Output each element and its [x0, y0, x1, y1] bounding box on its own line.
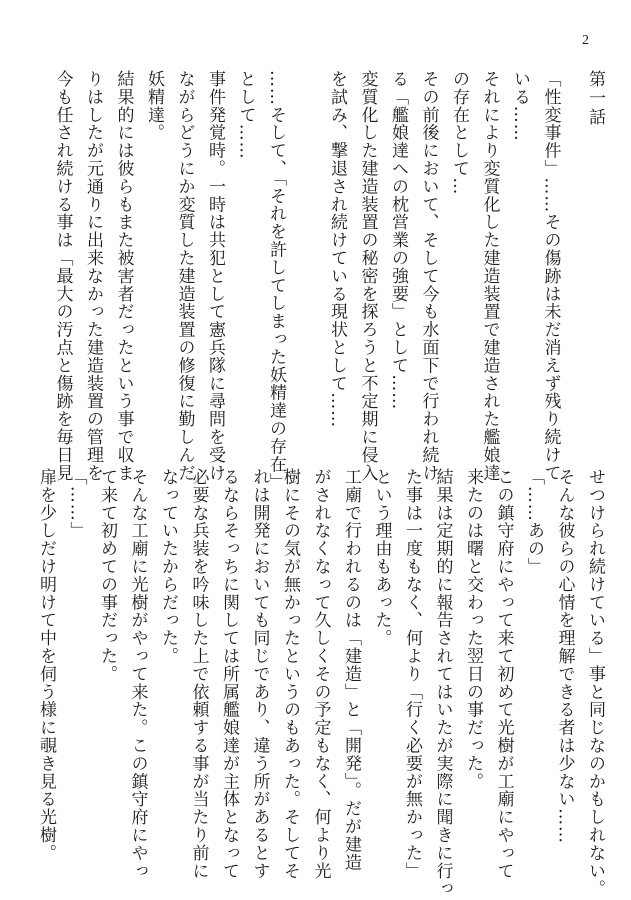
text-line: 結果は定期的に報告されてはいたが実際に聞きに行っ: [432, 468, 453, 898]
text-line: せつけられ続けている」事と同じなのかもしれない。: [585, 468, 605, 898]
text-line: 事件発覚時。一時は共犯として憲兵隊に尋問を受け: [205, 70, 225, 482]
text-line: その前後において、そして今も水面下で行われ続け: [418, 70, 439, 482]
text-line: 必要な兵装を吟味した上で依頼する事が当たり前に: [188, 468, 209, 880]
text-line: を試み、撃退され続けている現状として……: [327, 70, 347, 428]
text-line: る「艦娘達への枕営業の強要」として……: [388, 70, 408, 411]
text-line: そんな工廟に光樹がやって来た。この鎮守府にやっ: [127, 468, 148, 880]
top-text-block: [52, 70, 610, 492]
text-line: 樹にその気が無かったというのもあった。そしてそ: [280, 468, 300, 880]
text-line: て来て初めての事だった。: [97, 468, 117, 683]
page-number: 2: [582, 33, 589, 48]
text-line: 今も任され続ける事は「最大の汚点と傷跡を毎日見: [52, 70, 73, 482]
text-line: として……: [235, 70, 256, 160]
text-line: 来たのは曙と交わった翌日の事だった。: [463, 468, 483, 791]
text-line: の存在として…: [449, 70, 469, 196]
text-line: るならそっちに関しては所属艦娘達が主体となって: [219, 468, 239, 880]
text-line: 結果的には彼らもまた被害者だったという事で収ま: [113, 70, 134, 482]
bottom-text-block: [36, 468, 610, 898]
text-line: 扉を少しだけ明けて中を伺う様に覗き見る光樹。: [36, 468, 56, 862]
text-line: 妖精達。: [144, 70, 164, 142]
text-line: 変質化した建造装置の秘密を探ろうと不定期に侵入: [357, 70, 378, 482]
text-line: なっていたからだった。: [158, 468, 178, 665]
text-line: そんな彼らの心情を理解できる者は少ない……: [554, 468, 575, 844]
text-line: いる……: [510, 70, 530, 142]
blank-line: [291, 70, 322, 450]
text-line: 「……」: [66, 468, 87, 540]
text-line: りはしたが元通りに出来なかった建造装置の管理を: [83, 70, 103, 482]
text-line: 「性変事件」……その傷跡は未だ消えず残り続けて: [540, 70, 561, 482]
text-line: この鎮守府にやって来て初めて光樹が工廟にやって: [493, 468, 514, 880]
text-line: それにより変質化した建造装置で建造された艦娘達: [479, 70, 500, 482]
text-line: ながらどうにか変質した建造装置の修復に勤しんだ: [174, 70, 195, 482]
text-line: た事は一度もなく、何より「行く必要が無かった」: [402, 468, 422, 880]
text-line: という理由もあった。: [371, 468, 392, 647]
text-line: れは開発においても同じであり、違う所があるとす: [249, 468, 270, 880]
text-line: 工廟で行われるのは「建造」と「開発」。だが建造: [341, 468, 361, 872]
text-line: ……そして、「それを許してしまった妖精達の存在」: [266, 70, 286, 492]
heading-gap: [566, 70, 580, 450]
chapter-heading: 第一話: [585, 70, 605, 127]
text-line: 「……あの」: [524, 468, 544, 576]
text-line: がされなくなって久しくその予定もなく、何より光: [310, 468, 331, 880]
